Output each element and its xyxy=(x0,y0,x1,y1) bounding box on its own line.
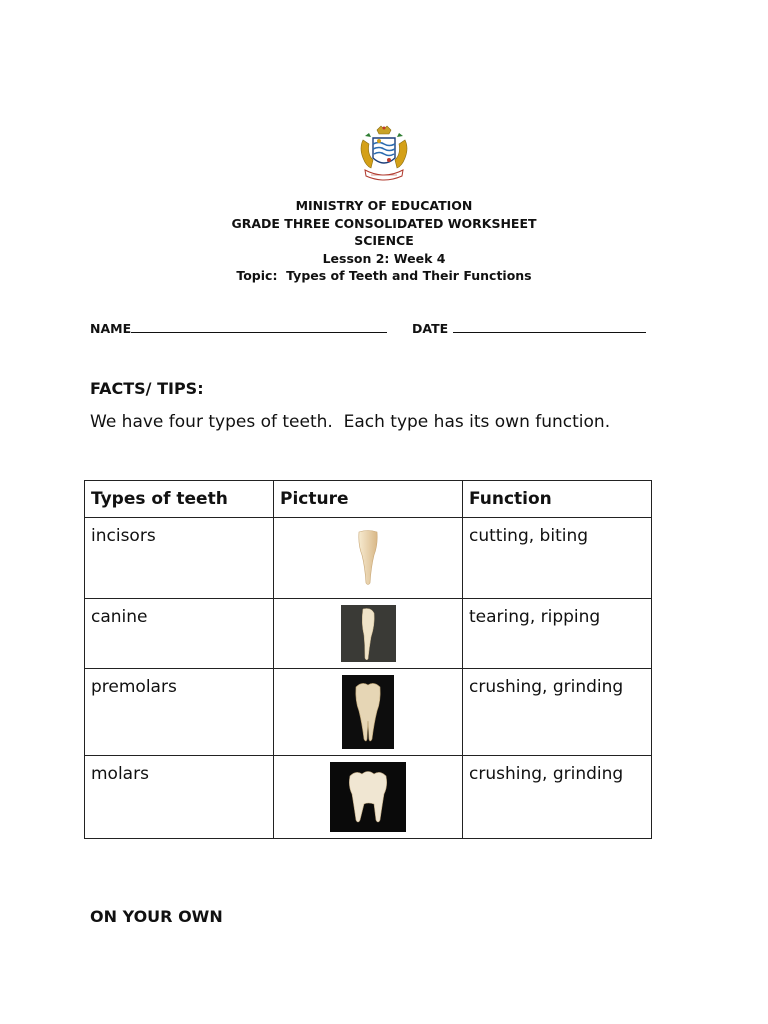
facts-text: We have four types of teeth. Each type has its own function. xyxy=(90,412,611,432)
document-header xyxy=(0,197,768,285)
coat-of-arms-logo xyxy=(355,124,413,186)
tooth-function-cell: cutting, biting xyxy=(463,518,652,599)
tooth-picture-cell xyxy=(274,669,463,756)
on-your-own-heading: ON YOUR OWN xyxy=(90,907,223,926)
table-row xyxy=(85,518,652,599)
tooth-picture-cell xyxy=(274,599,463,669)
column-header: Function xyxy=(463,481,652,518)
tooth-picture-cell xyxy=(274,518,463,599)
facts-heading: FACTS/ TIPS: xyxy=(90,379,204,398)
column-header: Picture xyxy=(274,481,463,518)
table-row xyxy=(85,756,652,839)
table-row xyxy=(85,669,652,756)
premolar-tooth-icon xyxy=(342,675,394,749)
worksheet-title: GRADE THREE CONSOLIDATED WORKSHEET xyxy=(231,215,537,231)
incisor-tooth-icon xyxy=(353,529,383,587)
ministry-title: MINISTRY OF EDUCATION xyxy=(295,198,473,213)
tooth-type-cell: canine xyxy=(85,599,274,669)
date-field[interactable] xyxy=(412,319,646,336)
lesson-title: Lesson 2: Week 4 xyxy=(322,250,446,266)
name-label: NAME xyxy=(90,321,132,336)
table-row xyxy=(85,599,652,669)
subject-title: SCIENCE xyxy=(354,233,414,248)
tooth-function-cell: tearing, ripping xyxy=(463,599,652,669)
tooth-type-cell: incisors xyxy=(85,518,274,599)
name-blank-line[interactable] xyxy=(131,319,387,333)
date-label: DATE xyxy=(412,321,449,336)
tooth-function-cell: crushing, grinding xyxy=(463,756,652,839)
tooth-picture-cell xyxy=(274,756,463,839)
name-field[interactable] xyxy=(90,319,387,336)
table-header-row xyxy=(85,481,652,518)
topic-title: Topic: Types of Teeth and Their Functions xyxy=(236,268,532,283)
date-blank-line[interactable] xyxy=(453,319,646,333)
tooth-type-cell: premolars xyxy=(85,669,274,756)
canine-tooth-icon xyxy=(341,605,396,662)
tooth-type-cell: molars xyxy=(85,756,274,839)
tooth-function-cell: crushing, grinding xyxy=(463,669,652,756)
teeth-table xyxy=(84,480,652,839)
column-header: Types of teeth xyxy=(85,481,274,518)
molar-tooth-icon xyxy=(330,762,406,832)
